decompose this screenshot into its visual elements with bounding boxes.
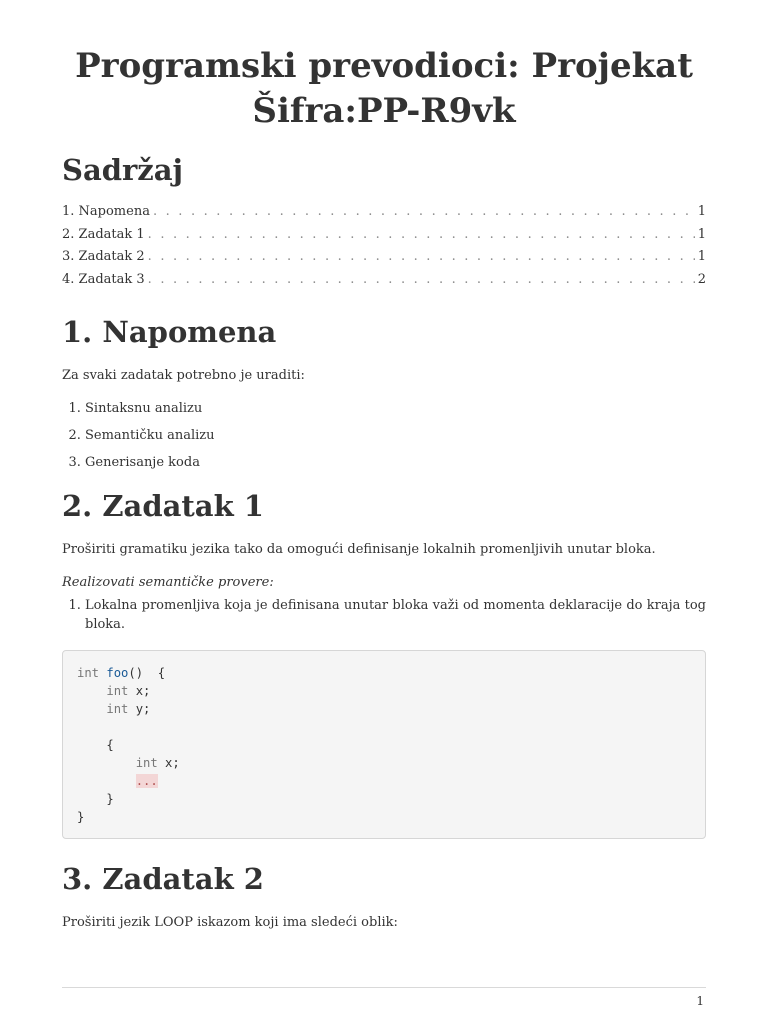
toc-item-label: 1. Napomena [62,204,150,219]
code-text: x; [128,684,151,698]
toc-item-zadatak-1[interactable] [62,224,706,247]
toc-item-zadatak-2[interactable] [62,246,706,269]
napomena-list [62,399,706,472]
code-function-name: foo [106,666,129,680]
document-title-line1: Programski prevodioci: Projekat [75,46,693,86]
document-page [62,0,706,1024]
code-ellipsis: ... [135,774,158,788]
code-text: x; [157,756,180,770]
code-keyword: int [77,666,100,680]
section-heading-napomena: 1. Napomena [62,315,277,349]
document-title-line2: Šifra:PP-R9vk [252,91,516,131]
toc-leader-dots [148,246,695,269]
code-text: { [106,738,114,752]
zadatak-2-text: Proširiti jezik LOOP iskazom koji ima sledeći oblik: [62,915,398,930]
code-text: } [106,792,114,806]
toc-item-page: 1 [697,249,706,264]
list-item: 1. Lokalna promenljiva koja je definisana unutar bloka važi od momenta deklaracije do kraja tog bloka. [85,596,706,634]
code-text: } [77,810,85,824]
section-heading-zadatak-2: 3. Zadatak 2 [62,862,264,896]
code-keyword: int [106,702,129,716]
toc-item-page: 2 [697,271,706,287]
semantic-checks-list [62,596,706,634]
page-number: 1 [696,994,704,1008]
code-block [62,650,706,839]
zadatak-1-text: Proširiti gramatiku jezika tako da omogući definisanje lokalnih promenljivih unutar bloka. [62,542,656,557]
list-item: 2. Semantičku analizu [85,426,706,445]
footer-divider [62,987,706,988]
table-of-contents [62,201,706,291]
toc-item-label: 4. Zadatak 3 [62,271,145,287]
toc-item-page: 1 [697,204,706,219]
toc-item-napomena[interactable] [62,201,706,224]
semantic-checks-label: Realizovati semantičke provere: [62,575,274,590]
code-text: () { [128,666,166,680]
toc-heading: Sadržaj [62,153,184,187]
code-keyword: int [106,684,129,698]
code-keyword: int [135,756,158,770]
document-title [62,44,706,134]
napomena-intro: Za svaki zadatak potrebno je uraditi: [62,368,305,383]
list-item: 1. Sintaksnu analizu [85,399,706,418]
toc-item-label: 3. Zadatak 2 [62,249,145,264]
toc-item-zadatak-3[interactable] [62,269,706,292]
toc-leader-dots [148,269,695,292]
list-item: 3. Generisanje koda [85,453,706,472]
toc-item-page: 1 [697,226,706,242]
code-text: y; [128,702,151,716]
toc-leader-dots [148,224,695,247]
toc-leader-dots [153,201,695,224]
toc-item-label: 2. Zadatak 1 [62,226,145,242]
section-heading-zadatak-1: 2. Zadatak 1 [62,489,264,523]
